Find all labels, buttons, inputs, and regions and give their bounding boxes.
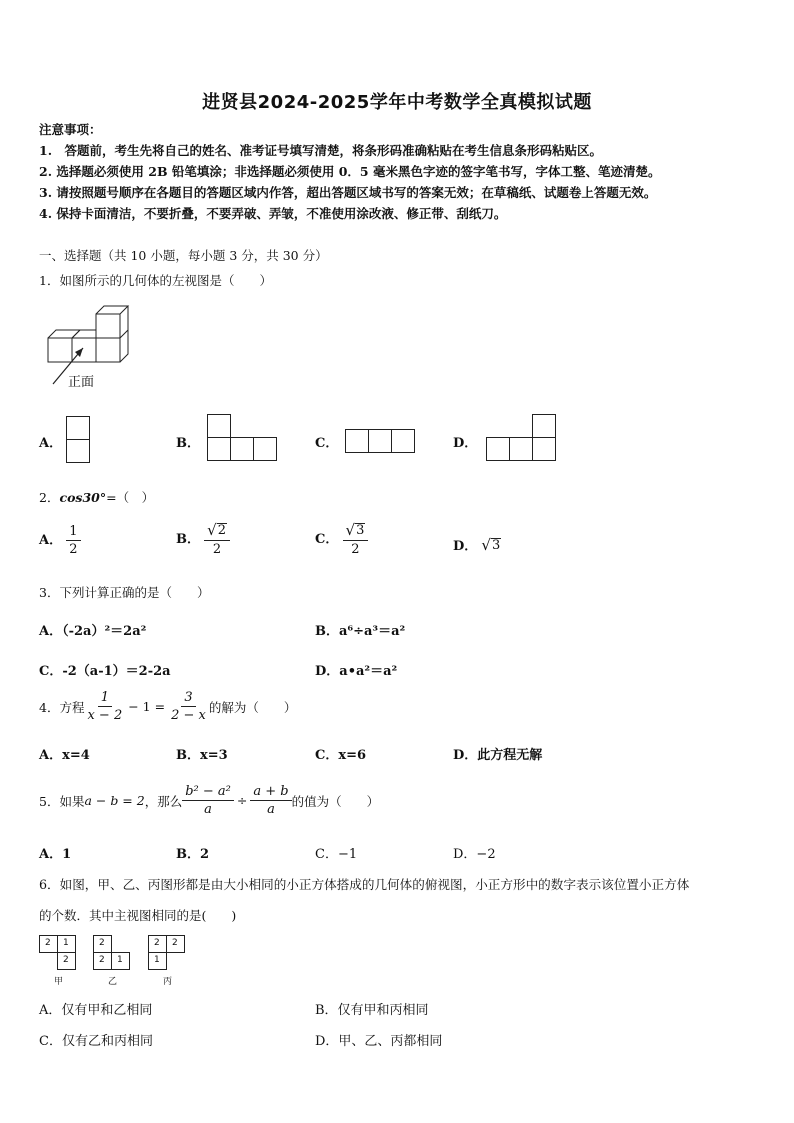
q1-solid-figure <box>45 300 165 390</box>
notice-item-3: 3. 请按照题号顺序在各题目的答题区域内作答，超出答题区域书写的答案无效；在草稿纸、试题卷上答题无效。 <box>39 185 657 200</box>
q2-stem-expr: cos30° <box>59 490 107 505</box>
q2-option-a <box>39 524 81 557</box>
q5-option-b: B．2 <box>176 847 210 862</box>
q6-label-yi: 乙 <box>108 977 118 987</box>
q3-option-a: A．（-2a）²＝2a² <box>39 624 147 639</box>
jia-cell-3: 2 <box>63 955 69 965</box>
q6-stem-line2: 的个数．其中主视图相同的是( ) <box>39 908 237 923</box>
q2-option-a-label: A． <box>39 533 63 548</box>
page-title: 进贤县2024-2025学年中考数学全真模拟试题 <box>202 92 592 113</box>
q5-stem-suffix: 的值为（ ） <box>291 793 380 809</box>
q1-stem: 1．如图所示的几何体的左视图是（ ） <box>39 273 272 288</box>
q4-stem-middle: − 1 = <box>128 699 166 714</box>
q4-option-a: A．x=4 <box>39 748 90 763</box>
bing-cell-1: 2 <box>154 938 160 948</box>
q6-option-d: D．甲、乙、丙都相同 <box>315 1034 443 1049</box>
q5-option-a: A．1 <box>39 847 72 862</box>
q5-option-d: D．−2 <box>453 847 496 862</box>
q1-option-c-label: C． <box>315 436 339 451</box>
q6-option-a: A．仅有甲和乙相同 <box>39 1003 153 1018</box>
q5-operator: ÷ <box>236 793 248 808</box>
q4-stem-suffix: 的解为（ ） <box>208 699 297 715</box>
q1-option-b-figure <box>207 414 281 464</box>
notice-item-2: 2. 选择题必须使用 2B 铅笔填涂；非选择题必须使用 0．5 毫米黑色字迹的签字笔书写，字体工整、笔迹清楚。 <box>39 164 661 179</box>
q3-option-b: B．a⁶÷a³＝a² <box>315 624 406 639</box>
bing-cell-3: 1 <box>154 955 160 965</box>
yi-cell-1: 2 <box>99 938 105 948</box>
q3-stem: 3．下列计算正确的是（ ） <box>39 585 210 600</box>
q1-option-a-label: A． <box>39 436 63 451</box>
q4-fraction-2: $\frac{3}{2 - x}$ <box>171 690 206 723</box>
q2-option-a-fraction: $\frac{1}{2}$ <box>66 524 80 557</box>
q6-option-c: C．仅有乙和丙相同 <box>39 1034 153 1049</box>
q5-stem-mid: ，那么 <box>144 793 183 809</box>
q2-option-b-label: B． <box>176 532 200 547</box>
q2-option-c-label: C． <box>315 532 339 547</box>
q4-option-d: D．此方程无解 <box>453 748 543 763</box>
q2-option-b <box>176 522 230 557</box>
q1-option-d-figure <box>486 414 560 464</box>
q2-option-d-sqrt: √ 3 <box>481 536 501 554</box>
q2-stem-prefix: 2． <box>39 490 60 505</box>
q4-stem-prefix: 4．方程 <box>39 699 85 715</box>
q6-figure-jia <box>39 935 79 971</box>
q5-fraction-1: $\frac{\text{b² − a²}}{a}$ <box>182 784 234 817</box>
jia-cell-2: 1 <box>63 938 69 948</box>
q5-option-c: C．−1 <box>315 847 358 862</box>
yi-cell-2: 2 <box>99 955 105 965</box>
q3-option-c: C．-2（a-1）＝2-2a <box>39 664 171 679</box>
q4-option-c: C．x=6 <box>315 748 367 763</box>
q5-stem-prefix: 5．如果 <box>39 793 85 809</box>
q5-stem <box>39 784 379 817</box>
q2-stem-suffix: =（ ） <box>106 490 155 505</box>
q1-option-d-label: D． <box>453 436 478 451</box>
q4-option-b: B．x=3 <box>176 748 228 763</box>
section-heading: 一、选择题（共 10 小题，每小题 3 分，共 30 分） <box>39 248 328 263</box>
q4-stem <box>39 690 296 723</box>
q6-figure-yi <box>93 935 133 971</box>
notice-item-1: 1. 答题前，考生先将自己的姓名、准考证号填写清楚，将条形码准确粘贴在考生信息条形码粘贴区。 <box>39 143 603 158</box>
q6-stem-line1: 6．如图，甲、乙、丙图形都是由大小相同的小正方体搭成的几何体的俯视图，小正方形中的数字表示该位置小正方体 <box>39 877 690 892</box>
q2-option-c <box>315 522 368 557</box>
yi-cell-3: 1 <box>117 955 123 965</box>
q3-option-d: D．a•a²＝a² <box>315 664 398 679</box>
q2-option-d-label: D． <box>453 539 478 554</box>
q2-option-c-fraction: √ 3 2 <box>343 522 369 557</box>
bing-cell-2: 2 <box>172 938 178 948</box>
q4-fraction-1: $\frac{1}{x - 2}$ <box>87 690 123 723</box>
jia-cell-1: 2 <box>45 938 51 948</box>
q2-option-d <box>453 535 501 554</box>
notice-item-4: 4. 保持卡面清洁，不要折叠，不要弄破、弄皱，不准使用涂改液、修正带、刮纸刀。 <box>39 206 507 221</box>
q2-stem <box>39 488 154 506</box>
q6-label-jia: 甲 <box>54 977 64 987</box>
q6-label-bing: 丙 <box>163 977 173 987</box>
front-label: 正面 <box>68 375 95 390</box>
q5-fraction-2: $\frac{a + b}{a}$ <box>250 784 291 817</box>
q5-condition: a − b = 2 <box>84 793 145 808</box>
notice-heading: 注意事项： <box>39 122 102 137</box>
q1-option-b-label: B． <box>176 436 200 451</box>
q1-option-a-figure <box>66 416 92 466</box>
q2-option-b-fraction: √ 2 2 <box>204 522 230 557</box>
q6-figure-bing <box>148 935 188 971</box>
q1-option-c-figure <box>345 429 419 457</box>
q6-option-b: B．仅有甲和丙相同 <box>315 1003 429 1018</box>
